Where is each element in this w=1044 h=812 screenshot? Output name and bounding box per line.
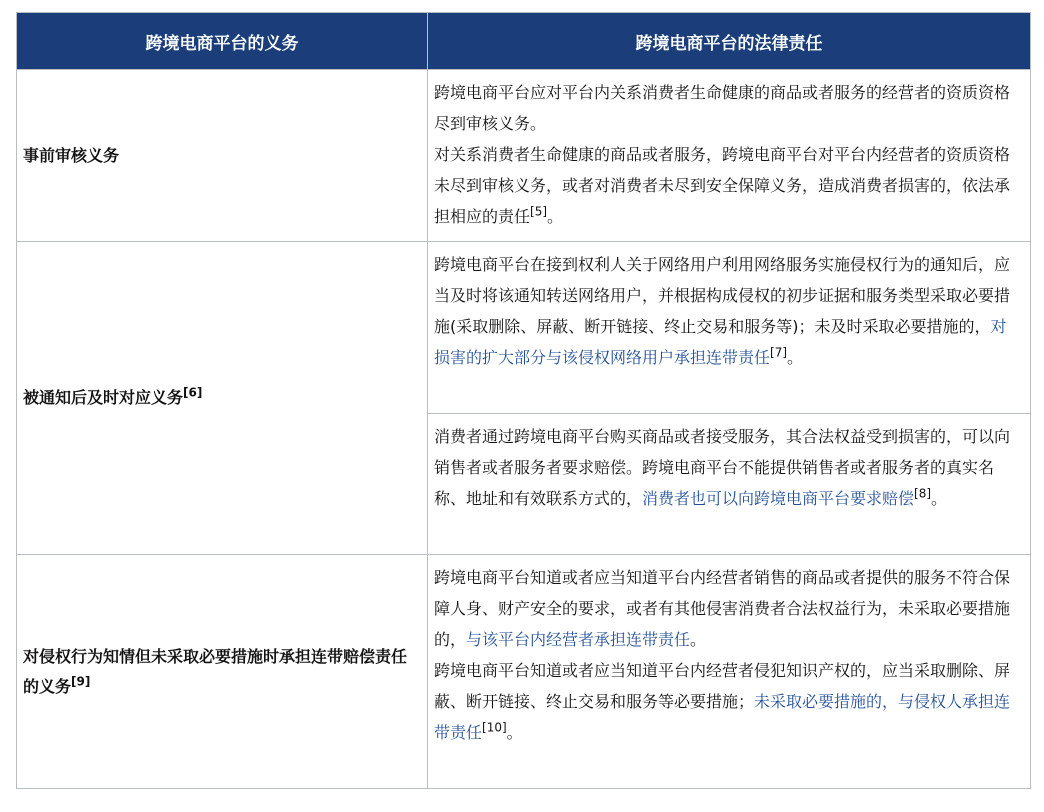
footnote-ref[interactable]: [5]	[530, 204, 548, 219]
liability-text: 跨境电商平台在接到权利人关于网络用户利用网络服务实施侵权行为的通知后，应当及时将该通知转送网络用户，并根据构成侵权的初步证据和服务类型采取必要措施(采取删除、屏蔽、断开链接、终止交易和服务等)；未及时采取必要措施的，	[434, 255, 1011, 336]
footnote-ref[interactable]: [9]	[71, 674, 91, 689]
table-row	[17, 70, 1031, 242]
liability-link[interactable]: 未采取必要措施的，与侵权人承担连带责任	[434, 692, 1011, 742]
liability-tail: 。	[506, 723, 523, 742]
liability-text: 对关系消费者生命健康的商品或者服务，跨境电商平台对平台内经营者的资质资格未尽到审核义务，或者对消费者未尽到安全保障义务，造成消费者损害的，依法承担相应的责任	[434, 145, 1011, 226]
liability-cell	[428, 70, 1031, 242]
liability-tail: 。	[690, 630, 707, 649]
header-obligations: 跨境电商平台的义务	[17, 13, 428, 70]
table-row	[17, 555, 1031, 789]
liability-cell	[428, 555, 1031, 789]
liability-paragraph	[434, 77, 1022, 139]
liability-link[interactable]: 与该平台内经营者承担连带责任	[466, 630, 691, 649]
liability-text: 消费者通过跨境电商平台购买商品或者接受服务，其合法权益受到损害的，可以向销售者或者服务者要求赔偿。跨境电商平台不能提供销售者或者服务者的真实名称、地址和有效联系方式的，	[434, 427, 1011, 508]
liability-tail: 。	[787, 348, 804, 367]
footnote-ref[interactable]: [7]	[770, 345, 788, 360]
obligation-cell	[17, 70, 428, 242]
liability-text: 跨境电商平台知道或者应当知道平台内经营者侵犯知识产权的，应当采取删除、屏蔽、断开链接、终止交易和服务等必要措施；	[434, 661, 1011, 711]
liability-paragraph	[434, 139, 1022, 232]
liability-tail: 。	[931, 489, 948, 508]
obligation-label: 事前审核义务	[23, 145, 120, 165]
liability-tail: 。	[547, 207, 564, 226]
liability-paragraph	[434, 562, 1022, 655]
liability-link[interactable]: 消费者也可以向跨境电商平台要求赔偿	[642, 489, 915, 508]
liability-cell	[428, 242, 1031, 414]
obligation-cell	[17, 555, 428, 789]
footnote-ref[interactable]: [10]	[482, 720, 507, 735]
table-header-row	[17, 13, 1031, 70]
obligation-cell	[17, 242, 428, 555]
footnote-ref[interactable]: [6]	[183, 385, 203, 400]
liability-text: 跨境电商平台应对平台内关系消费者生命健康的商品或者服务的经营者的资质资格尽到审核义务。	[434, 83, 1011, 133]
liability-paragraph	[434, 249, 1022, 373]
liability-cell	[428, 414, 1031, 555]
obligation-label: 被通知后及时对应义务	[23, 388, 184, 407]
liability-paragraph	[434, 655, 1022, 748]
liability-paragraph	[434, 421, 1022, 514]
liability-text: 跨境电商平台知道或者应当知道平台内经营者销售的商品或者提供的服务不符合保障人身、财产安全的要求，或者有其他侵害消费者合法权益行为，未采取必要措施的，	[434, 568, 1011, 649]
obligation-label: 对侵权行为知情但未采取必要措施时承担连带赔偿责任的义务	[23, 646, 408, 696]
liability-link[interactable]: 对损害的扩大部分与该侵权网络用户承担连带责任	[434, 317, 1007, 367]
header-liabilities: 跨境电商平台的法律责任	[428, 13, 1031, 70]
footnote-ref[interactable]: [8]	[914, 486, 932, 501]
legal-obligations-table	[16, 12, 1031, 789]
table-row	[17, 242, 1031, 414]
